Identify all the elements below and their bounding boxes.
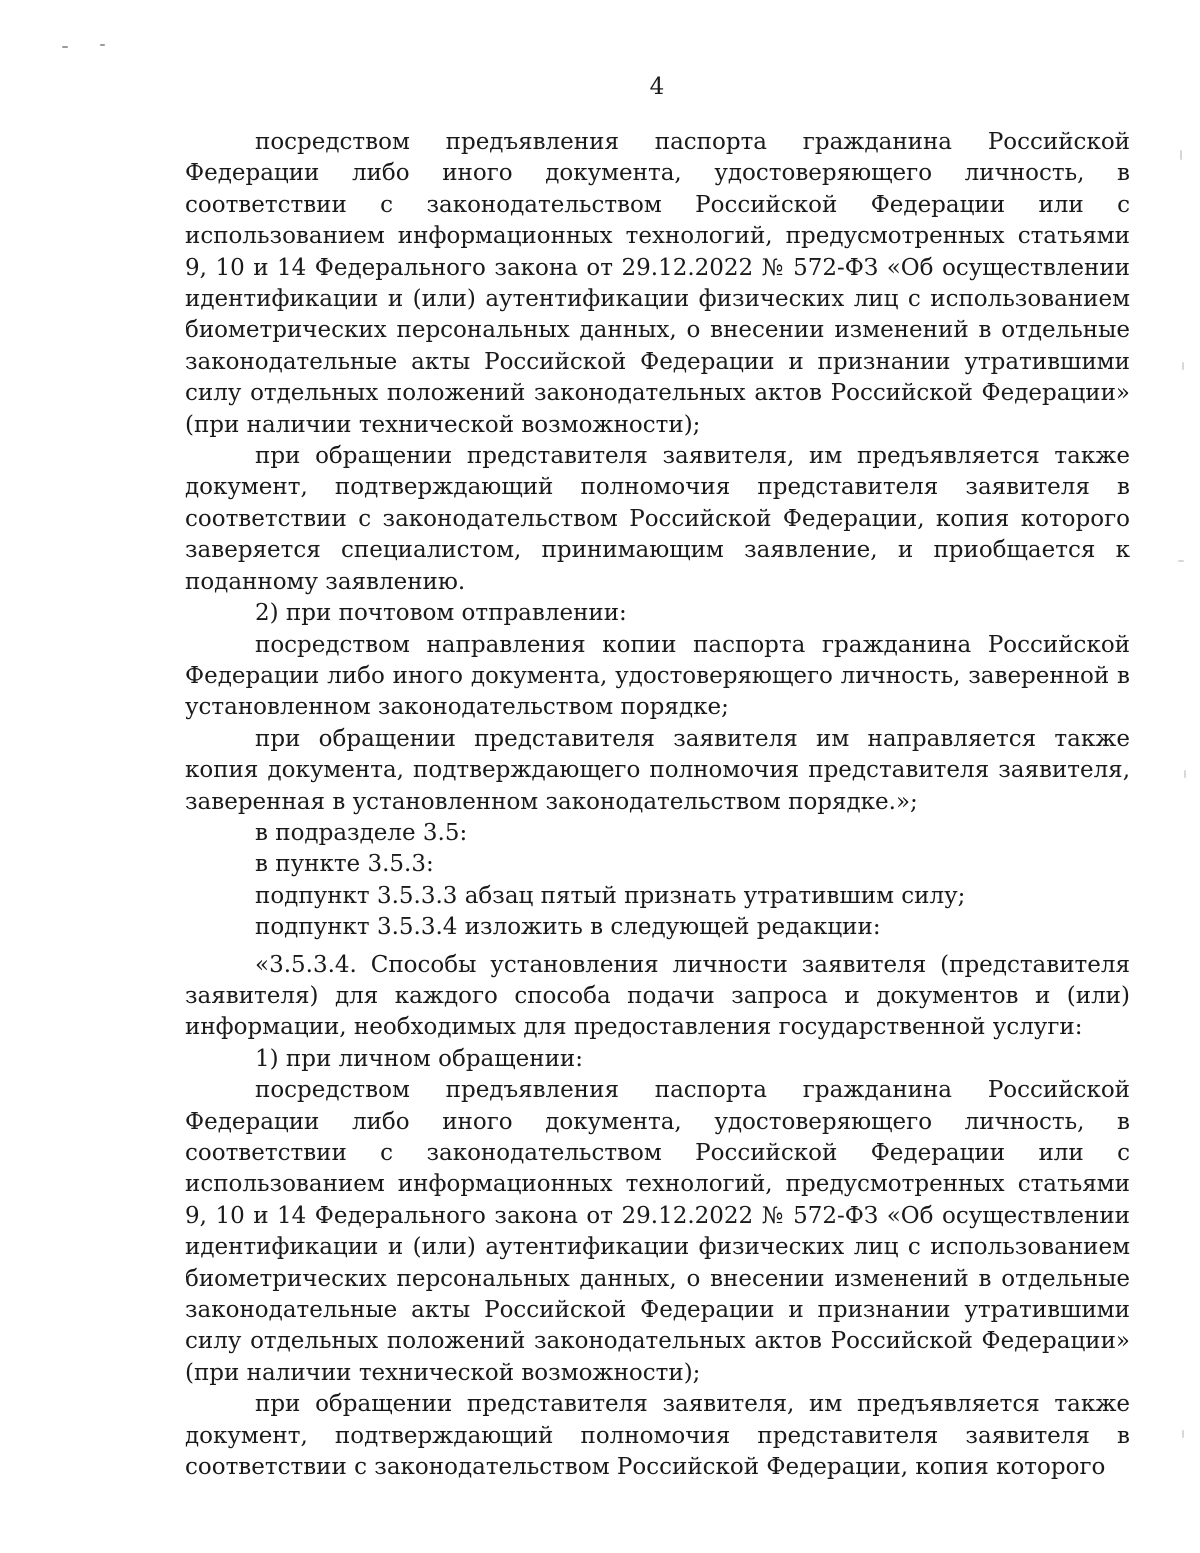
scan-speck (1182, 362, 1184, 370)
paragraph-subclause-4: подпункт 3.5.3.4 изложить в следующей редакции: (255, 914, 881, 941)
scan-speck (1182, 1430, 1184, 1438)
paragraph-representative-repeat: при обращении представителя заявителя, им предъявляется также документ, подтверждающий полномочия представителя заявителя в соответствии с законодательством Российской Федерации, копия которого (185, 1391, 1130, 1481)
paragraph-identity-methods-repeat: посредством предъявления паспорта гражданина Российской Федерации либо иного документа, удостоверяющего личность, в соответствии с законодательством Российской Федерации или с использованием информационных технологий, предусмотренных статьями 9, 10 и 14 Федерального закона от 29.12.2022 № 572-ФЗ «Об осуществлении идентификации и (или) аутентификации физических лиц с использованием биометрических персональных данных, о внесении изменений в отдельные законодательные акты Российской Федерации и признании утратившими силу отдельных положений законодательных актов Российской Федерации» (при наличии технической возможности); (185, 1077, 1130, 1386)
paragraph-subclause-3: подпункт 3.5.3.3 абзац пятый признать утратившим силу; (255, 882, 966, 909)
paragraph-subsection: в подразделе 3.5: (255, 819, 468, 846)
paragraph-postal-copy: посредством направления копии паспорта гражданина Российской Федерации либо иного документа, удостоверяющего личность, заверенной в установленном законодательством порядке; (185, 631, 1130, 721)
paragraph-postal-representative: при обращении представителя заявителя им направляется также копия документа, подтверждающего полномочия представителя заявителя, заверенная в установленном законодательством порядке.»; (185, 725, 1130, 815)
paragraph-clause: в пункте 3.5.3: (255, 851, 434, 878)
paragraph-postal-heading: 2) при почтовом отправлении: (255, 600, 627, 627)
scan-speck (1184, 770, 1186, 778)
scan-speck (62, 46, 68, 48)
scan-speck (1180, 150, 1182, 160)
paragraph-quoted-clause: «3.5.3.4. Способы установления личности заявителя (представителя заявителя) для каждого способа подачи запроса и документов и (или) информации, необходимых для предоставления государственной услуги: (185, 951, 1130, 1041)
paragraph-representative: при обращении представителя заявителя, им предъявляется также документ, подтверждающий полномочия представителя заявителя в соответствии с законодательством Российской Федерации, копия которого заверяется специалистом, принимающим заявление, и приобщается к поданному заявлению. (185, 443, 1130, 595)
scan-speck (100, 44, 105, 46)
paragraph-identity-methods: посредством предъявления паспорта гражданина Российской Федерации либо иного документа, удостоверяющего личность, в соответствии с законодательством Российской Федерации или с использованием информационных технологий, предусмотренных статьями 9, 10 и 14 Федерального закона от 29.12.2022 № 572-ФЗ «Об осуществлении идентификации и (или) аутентификации физических лиц с использованием биометрических персональных данных, о внесении изменений в отдельные законодательные акты Российской Федерации и признании утратившими силу отдельных положений законодательных актов Российской Федерации» (при наличии технической возможности); (185, 129, 1130, 438)
page-number: 4 (649, 74, 665, 100)
paragraph-personal-heading: 1) при личном обращении: (255, 1045, 583, 1072)
scan-speck (1178, 560, 1184, 562)
document-body (185, 127, 1130, 1483)
